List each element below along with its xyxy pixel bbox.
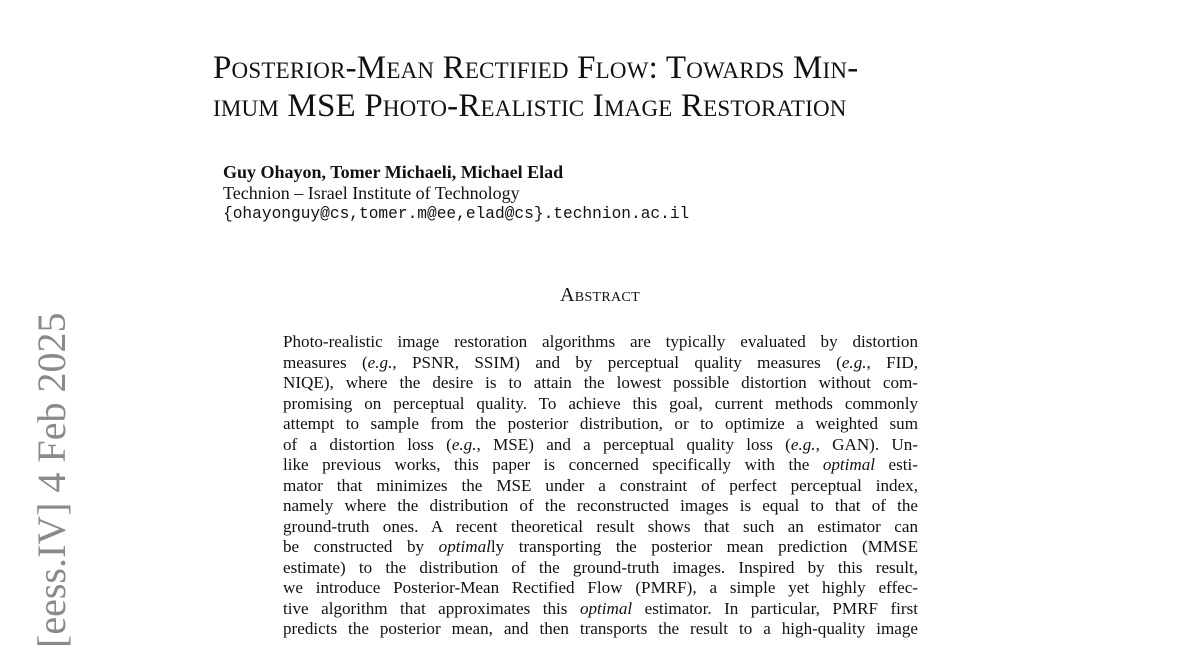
abstract-body xyxy=(283,332,918,640)
abstract-line: of a distortion loss (e.g., MSE) and a perceptual quality loss (e.g., GAN). Un- xyxy=(283,434,918,454)
abstract-line: Photo-realistic image restoration algorithms are typically evaluated by distortion xyxy=(283,332,918,351)
paper-title xyxy=(213,49,1013,125)
abstract-line: predicts the posterior mean, and then transports the result to a high-quality image xyxy=(283,619,918,638)
abstract-line: estimate) to the distribution of the ground-truth images. Inspired by this result, xyxy=(283,557,918,577)
abstract-line: measures (e.g., PSNR, SSIM) and by perceptual quality measures (e.g., FID, xyxy=(283,352,918,372)
affiliation: Technion – Israel Institute of Technology xyxy=(223,183,520,203)
title-line: imum MSE Photo-Realistic Image Restoration xyxy=(213,88,847,124)
author-block xyxy=(223,162,689,225)
abstract-line: like previous works, this paper is concerned specifically with the optimal esti- xyxy=(283,455,918,474)
abstract-line: namely where the distribution of the reconstructed images is equal to that of the xyxy=(283,496,918,515)
author-names: Guy Ohayon, Tomer Michaeli, Michael Elad xyxy=(223,162,564,182)
abstract-line: NIQE), where the desire is to attain the lowest possible distortion without com- xyxy=(283,373,918,392)
abstract-line: be constructed by optimally transporting the posterior mean prediction (MMSE xyxy=(283,537,919,556)
title-line: Posterior-Mean Rectified Flow: Towards Min- xyxy=(213,50,859,86)
abstract-heading: Abstract xyxy=(560,284,640,306)
abstract-line: promising on perceptual quality. To achieve this goal, current methods commonly xyxy=(283,393,918,413)
abstract-line: attempt to sample from the posterior distribution, or to optimize a weighted sum xyxy=(283,414,918,433)
abstract-line: ground-truth ones. A recent theoretical result shows that such an estimator can xyxy=(283,516,918,536)
abstract-line: we introduce Posterior-Mean Rectified Flow (PMRF), a simple yet highly effec- xyxy=(283,578,918,597)
abstract-line: tive algorithm that approximates this optimal estimator. In particular, PMRF first xyxy=(283,598,918,618)
author-emails: {ohayonguy@cs,tomer.m@ee,elad@cs}.technion.ac.il xyxy=(223,205,690,223)
abstract-line: mator that minimizes the MSE under a constraint of perfect perceptual index, xyxy=(283,475,918,495)
arxiv-stamp: [eess.IV] 4 Feb 2025 xyxy=(29,312,74,648)
